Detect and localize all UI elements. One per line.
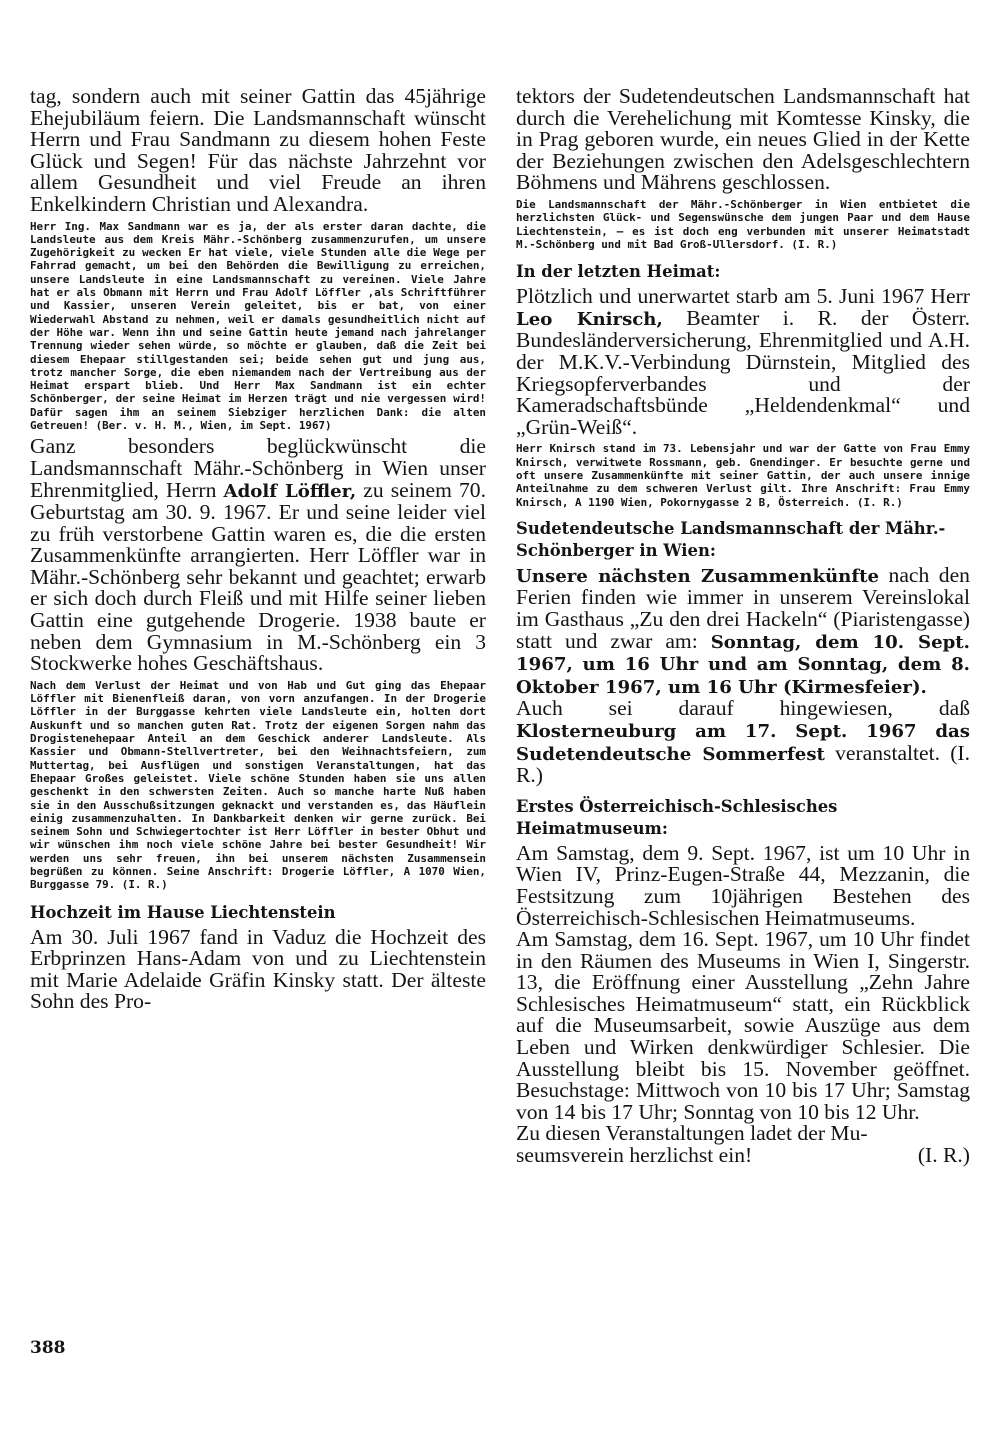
text-run: zu seinem 70. Geburtstag am 30. 9. 1967. Er und seine leider viel zu früh verstorbene Gattin waren es, die die ersten Zusammenkünfte arrangierten. Herr Löffler war in Mähr.-Schönberg sehr bekannt und geachtet; erwarb er sich doch durch Fleiß und mit Hilfe seiner lieben Gattin eine gutgehende Drogerie. 1938 baute er neben dem Gymnasium in M.-Schönberg ein 3 Stockwerke hohes Geschäftshaus.: [30, 477, 487, 676]
paragraph: Am 30. Juli 1967 fand in Vaduz die Hochzeit des Erbprinzen Hans-Adam von und zu Liechtenstein mit Marie Adelaide Gräfin Kinsky statt. Der älteste Sohn des Pro-: [30, 924, 486, 1014]
closing-line: [516, 1145, 970, 1167]
text-run: seumsverein herzlichst ein!: [516, 1143, 753, 1168]
paragraph-line: Zu diesen Veranstaltungen ladet der Mu-: [516, 1121, 868, 1146]
bold-run: Klosterneuburg am 17. Sept. 1967 das Sudetendeutsche Sommerfest: [516, 720, 970, 765]
small-paragraph: Nach dem Verlust der Heimat und von Hab und Gut ging das Ehepaar Löffler mit Bienenfleiß daran, von vorn anzufangen. In der Drogerie Löffler in der Burggasse kehrten viele Landsleute ein, holten dort Auskunft und so manchen guten Rat. Trotz der eigenen Sorgen nahm das Drogistenehepaar Anteil an dem Geschick anderer Landsleute. Als Kassier und Obmann-Stellvertreter, bei den Weihnachtsfeiern, zum Muttertag, bei Ausflügen und sonstigen Veranstaltungen, hat das Ehepaar Großes geleistet. Viele schöne Stunden haben sie uns allen geschenkt in den schwersten Zeiten. Auch so manche harte Nuß haben sie in den Ausschußsitzungen geknackt und verstanden es, das Häuflein einig zusammenzuhalten. In Dankbarkeit denken wir gerne zurück. Bei seinem Sohn und Schwiegertochter ist Herr Löffler in bester Obhut und wir wünschen ihm noch viele schöne Jahre bei bester Gesundheit! Wir werden uns sehr freuen, ihn bei unserem nächsten Zusammensein begrüßen zu können. Seine Anschrift: Drogerie Löffler, A 1070 Wien, Burggasse 79. (I. R.): [30, 678, 486, 892]
section-heading: In der letzten Heimat:: [516, 262, 721, 282]
page-number: 388: [30, 1338, 66, 1358]
small-paragraph: Herr Ing. Max Sandmann war es ja, der als erster daran dachte, die Landsleute aus dem Kreis Mähr.-Schönberg zusammenzurufen, um unsere Zugehörigkeit zu wecken Er hat viele, viele Stunden alle die Wege per Fahrrad gemacht, um bei den Behörden die Bewilligung zu erreichen, unsere Landsleute in eine Landsmannschaft zu vereinen. Viele Jahre hat er als Obmann mit Herrn und Frau Adolf Löffler ,als Schriftführer und Kassier, unseren Verein geleitet, bis er bat, von einer Wiederwahl Abstand zu nehmen, weil er damals gesundheitlich nicht auf der Höhe war. Wenn ihn und seine Gattin heute jemand nach jahrelanger Trennung wieder sehen würde, so möchte er glauben, daß die Zeit bei diesem Ehepaar stillgestanden sei; beide sehen gut und jung aus, trotz mancher Sorge, die eben niemandem nach der Vertreibung aus der Heimat erspart blieb. Und Herr Max Sandmann ist ein echter Schönberger, der seine Heimat im Herzen trägt und nie vergessen wird! Dafür sagen ihm an seinem Siebziger herzlichen Dank: die alten Getreuen! (Ber. v. H. M., Wien, im Sept. 1967): [30, 219, 486, 433]
paragraph: [516, 562, 970, 699]
person-name: Leo Knirsch,: [516, 308, 663, 330]
small-paragraph: Die Landsmannschaft der Mähr.-Schönberger in Wien entbietet die herzlichsten Glück- und Segenswünsche dem jungen Paar und dem Hause Liechtenstein, — es ist doch eng verbunden mit unserer Heimatstadt M.-Schönberg und mit Bad Groß-Ullersdorf. (I. R.): [516, 197, 970, 251]
paragraph: Am Samstag, dem 9. Sept. 1967, ist um 10 Uhr in Wien IV, Prinz-Eugen-Straße 44, Mezzanin, die Festsitzung zum 10jährigen Bestehen des Österreichisch-Schlesischen Heimatmuseums.: [516, 840, 970, 930]
text-run: Plötzlich und unerwartet starb am 5. Juni 1967 Herr: [516, 284, 970, 309]
person-name: Adolf Löffler,: [223, 480, 357, 502]
paragraph: [516, 698, 970, 786]
section-heading: Sudetendeutsche Landsmannschaft der Mähr.-Schönberger in Wien:: [516, 518, 946, 560]
section-heading: Hochzeit im Hause Liechtenstein: [30, 902, 336, 922]
bold-run: Unsere nächsten Zusammenkünfte: [516, 565, 880, 587]
text-run: Beamter i. R. der Österr. Bundesländerversicherung, Ehrenmitglied und A.H. der M.K.V.-Verbindung Dürnstein, Mitglied des Kriegsopferverbandes und der Kameradschaftsbünde „Heldendenkmal“ und „Grün-Weiß“.: [516, 305, 970, 439]
signature-initials: (I. R.): [917, 1143, 970, 1168]
section-heading: Erstes Österreichisch-Schlesisches Heimatmuseum:: [516, 796, 838, 838]
paragraph: [30, 436, 486, 675]
right-column: [516, 86, 970, 1167]
dates-run: Sonntag, dem 10. Sept. 1967, um 16 Uhr und am Sonntag, dem 8. Oktober 1967, um 16 Uhr (Kirmesfeier).: [516, 631, 970, 698]
text-run: veranstaltet. (I. R.): [516, 740, 971, 788]
small-paragraph: Herr Knirsch stand im 73. Lebensjahr und war der Gatte von Frau Emmy Knirsch, verwitwete Rossmann, geb. Gnendinger. Er besuchte gerne und oft unsere Zusammenkünfte mit seiner Gattin, der auch unsere innige Anteilnahme zu dem schweren Verlust gilt. Ihre Anschrift: Frau Emmy Knirsch, A 1190 Wien, Pokornygasse 2 B, Österreich. (I. R.): [516, 442, 970, 509]
paragraph: [516, 286, 970, 438]
text-run: Auch sei darauf hingewiesen, daß: [516, 696, 970, 721]
paragraph: tag, sondern auch mit seiner Gattin das 45jährige Ehejubiläum feiern. Die Landsmannschaft wünscht Herrn und Frau Sandmann zu diesem hohen Feste Glück und Segen! Für das nächste Jahrzehnt vor allem Gesundheit und viel Freude an ihren Enkelkindern Christian und Alexandra.: [30, 84, 486, 216]
text-run: Ganz besonders beglückwünscht die Landsmannschaft Mähr.-Schönberg in Wien unser Ehrenmitglied, Herrn: [30, 434, 486, 502]
left-column: [30, 86, 486, 1013]
paragraph: tektors der Sudetendeutschen Landsmannschaft hat durch die Verehelichung mit Komtesse Kinsky, die in Prag geboren wurde, ein neues Glied in der Kette der Beziehungen zwischen den Adelsgeschlechtern Böhmens und Mährens geschlossen.: [516, 84, 970, 195]
paragraph: Am Samstag, dem 16. Sept. 1967, um 10 Uhr findet in den Räumen des Museums in Wien I, Singerstr. 13, die Eröffnung einer Ausstellung „Zehn Jahre Schlesisches Heimatmuseum“ statt, ein Rückblick auf die Museumsarbeit, sowie Auszüge aus dem Leben und Wirken denkwürdiger Schlesier. Die Ausstellung bleibt bis 15. November geöffnet. Besuchstage: Mittwoch von 10 bis 17 Uhr; Samstag von 14 bis 17 Uhr; Sonntag von 10 bis 12 Uhr.: [516, 927, 970, 1124]
text-run: nach den Ferien finden wie immer in unserem Vereinslokal im Gasthaus „Zu den drei Hackeln“ (Piaristengasse) statt und zwar am:: [516, 562, 970, 653]
